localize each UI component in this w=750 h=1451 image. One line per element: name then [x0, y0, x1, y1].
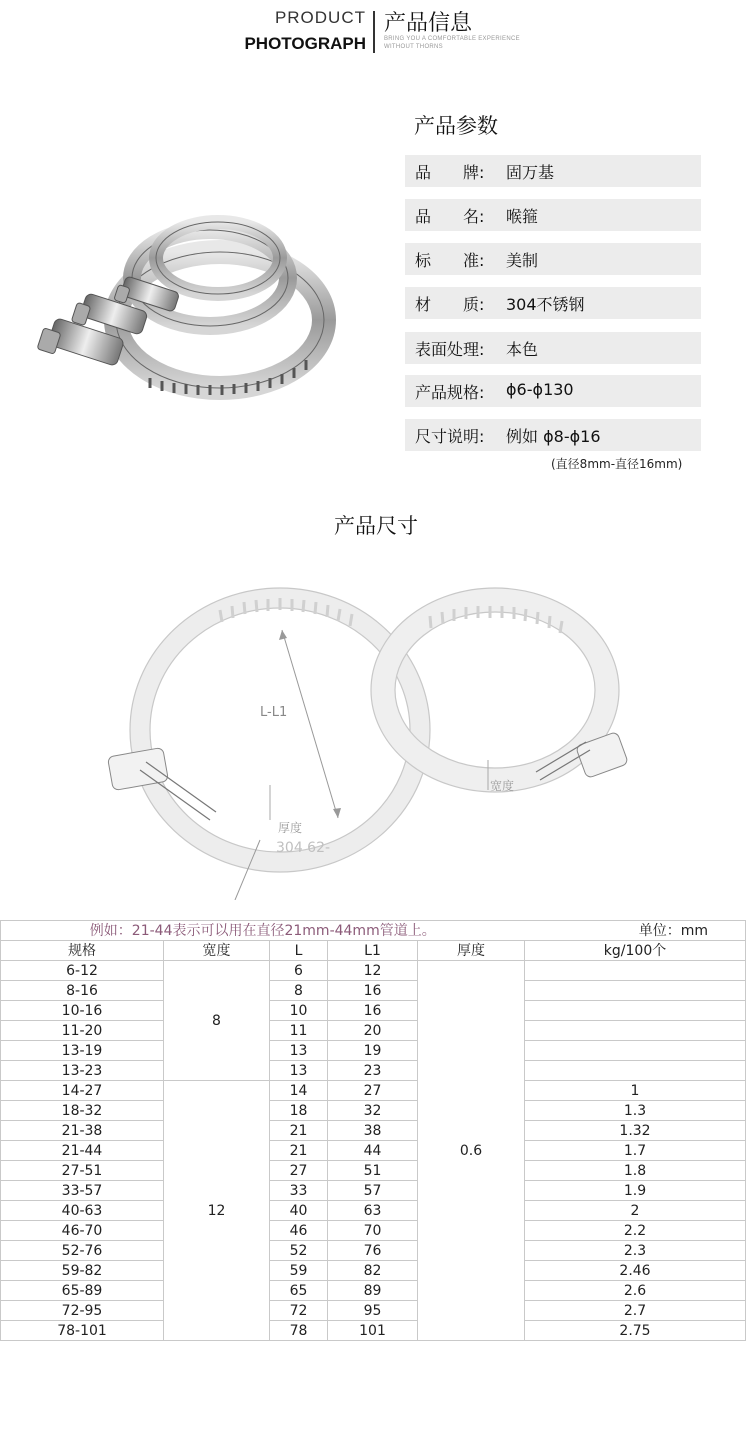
cell-l: 11: [270, 1021, 328, 1041]
cell-spec: 52-76: [1, 1241, 164, 1261]
cell-l1: 19: [328, 1041, 418, 1061]
header-en-product: PRODUCT: [274, 8, 366, 27]
cell-spec: 13-23: [1, 1061, 164, 1081]
params-title: 产品参数: [414, 114, 498, 138]
table-row: [1, 1181, 746, 1201]
param-value: 例如 ϕ8-ϕ16: [506, 427, 601, 446]
cell-spec: 27-51: [1, 1161, 164, 1181]
cell-spec: 78-101: [1, 1321, 164, 1341]
param-row-size-note: [405, 419, 701, 451]
table-note-row: [1, 921, 746, 941]
param-value: ϕ6-ϕ130: [506, 380, 574, 399]
cell-l1: 82: [328, 1261, 418, 1281]
table-row: [1, 1001, 746, 1021]
cell-spec: 6-12: [1, 961, 164, 981]
table-row: [1, 1221, 746, 1241]
cell-weight: [525, 1001, 746, 1021]
table-row: [1, 1161, 746, 1181]
table-unit: 单位：mm: [525, 921, 746, 941]
cell-l1: 12: [328, 961, 418, 981]
cell-l: 52: [270, 1241, 328, 1261]
hose-clamp-photo: [30, 180, 350, 420]
cell-l: 21: [270, 1141, 328, 1161]
table-row: [1, 1301, 746, 1321]
cell-weight: [525, 1061, 746, 1081]
cell-weight: [525, 961, 746, 981]
header-subtitle-line2: WITHOUT THORNS: [384, 44, 443, 50]
header-subtitle-line1: BRING YOU A COMFORTABLE EXPERIENCE: [384, 36, 520, 42]
table-note: 例如：21-44表示可以用在直径21mm-44mm管道上。: [1, 921, 525, 941]
table-header-row: [1, 941, 746, 961]
param-value: 本色: [506, 340, 539, 359]
param-row-spec: [405, 375, 701, 407]
cell-spec: 40-63: [1, 1201, 164, 1221]
cell-l: 59: [270, 1261, 328, 1281]
diagram-stamp-text: 304 62-: [276, 840, 331, 856]
cell-weight: 2.46: [525, 1261, 746, 1281]
param-label: 品 名:: [415, 207, 485, 226]
cell-l1: 89: [328, 1281, 418, 1301]
param-label: 表面处理:: [415, 340, 485, 359]
cell-l: 33: [270, 1181, 328, 1201]
cell-weight: 2.7: [525, 1301, 746, 1321]
cell-spec: 11-20: [1, 1021, 164, 1041]
cell-l: 27: [270, 1161, 328, 1181]
cell-weight: 2.75: [525, 1321, 746, 1341]
cell-weight: [525, 1021, 746, 1041]
header-spec: 规格: [1, 941, 164, 961]
cell-l1: 16: [328, 1001, 418, 1021]
cell-l1: 32: [328, 1101, 418, 1121]
diagram-thickness-label: 厚度: [278, 821, 303, 835]
cell-spec: 59-82: [1, 1261, 164, 1281]
cell-l1: 70: [328, 1221, 418, 1241]
param-row-brand: [405, 155, 701, 187]
cell-weight: 2.6: [525, 1281, 746, 1301]
param-value: 固万基: [506, 163, 555, 182]
cell-l: 65: [270, 1281, 328, 1301]
cell-weight: [525, 981, 746, 1001]
cell-l1: 44: [328, 1141, 418, 1161]
cell-l: 40: [270, 1201, 328, 1221]
table-row: [1, 1021, 746, 1041]
cell-l1: 101: [328, 1321, 418, 1341]
spec-table: [0, 920, 746, 1341]
cell-l1: 38: [328, 1121, 418, 1141]
param-row-standard: [405, 243, 701, 275]
param-value: 喉箍: [506, 207, 539, 226]
diagram-width-label: 宽度: [490, 779, 515, 793]
cell-l1: 95: [328, 1301, 418, 1321]
cell-l: 10: [270, 1001, 328, 1021]
cell-width: 8: [164, 961, 270, 1081]
cell-weight: 1.7: [525, 1141, 746, 1161]
param-label: 品 牌:: [415, 163, 485, 182]
cell-l: 14: [270, 1081, 328, 1101]
cell-weight: [525, 1041, 746, 1061]
cell-weight: 2: [525, 1201, 746, 1221]
header-thickness: 厚度: [418, 941, 525, 961]
table-row: [1, 1041, 746, 1061]
cell-weight: 1.32: [525, 1121, 746, 1141]
param-label: 尺寸说明:: [415, 427, 485, 446]
cell-spec: 46-70: [1, 1221, 164, 1241]
cell-weight: 1.8: [525, 1161, 746, 1181]
table-row: [1, 1141, 746, 1161]
header-divider: [373, 11, 375, 53]
cell-l1: 20: [328, 1021, 418, 1041]
cell-spec: 14-27: [1, 1081, 164, 1101]
param-row-material: [405, 287, 701, 319]
param-label: 材 质:: [415, 295, 485, 314]
hose-clamp-dimension-diagram: [100, 580, 640, 900]
cell-spec: 21-38: [1, 1121, 164, 1141]
param-label: 标 准:: [415, 251, 485, 270]
table-row: [1, 1261, 746, 1281]
cell-spec: 8-16: [1, 981, 164, 1001]
header-en-photograph: PHOTOGRAPH: [244, 34, 366, 53]
cell-l: 13: [270, 1061, 328, 1081]
param-row-surface: [405, 332, 701, 364]
table-row: [1, 961, 746, 981]
table-row: [1, 1201, 746, 1221]
cell-l1: 76: [328, 1241, 418, 1261]
param-row-name: [405, 199, 701, 231]
param-value: 美制: [506, 251, 539, 270]
cell-spec: 18-32: [1, 1101, 164, 1121]
table-row: [1, 1061, 746, 1081]
cell-l1: 23: [328, 1061, 418, 1081]
cell-width: 12: [164, 1081, 270, 1341]
cell-l: 46: [270, 1221, 328, 1241]
cell-weight: 2.2: [525, 1221, 746, 1241]
header-l: L: [270, 941, 328, 961]
cell-l: 72: [270, 1301, 328, 1321]
param-size-footnote: (直径8mm-直径16mm): [551, 457, 683, 471]
cell-l: 8: [270, 981, 328, 1001]
cell-spec: 13-19: [1, 1041, 164, 1061]
cell-spec: 33-57: [1, 1181, 164, 1201]
cell-spec: 72-95: [1, 1301, 164, 1321]
cell-l1: 57: [328, 1181, 418, 1201]
size-title: 产品尺寸: [334, 514, 418, 538]
param-value: 304不锈钢: [506, 295, 585, 314]
cell-weight: 2.3: [525, 1241, 746, 1261]
cell-thickness: 0.6: [418, 961, 525, 1341]
table-row: [1, 981, 746, 1001]
table-row: [1, 1081, 746, 1101]
cell-l: 6: [270, 961, 328, 981]
cell-weight: 1: [525, 1081, 746, 1101]
cell-l1: 63: [328, 1201, 418, 1221]
header-width: 宽度: [164, 941, 270, 961]
table-row: [1, 1101, 746, 1121]
header-title: 产品信息: [384, 11, 473, 36]
cell-l: 78: [270, 1321, 328, 1341]
header-l1: L1: [328, 941, 418, 961]
cell-l: 13: [270, 1041, 328, 1061]
cell-l1: 27: [328, 1081, 418, 1101]
cell-weight: 1.9: [525, 1181, 746, 1201]
table-row: [1, 1241, 746, 1261]
header-weight: kg/100个: [525, 941, 746, 961]
cell-l: 21: [270, 1121, 328, 1141]
param-label: 产品规格:: [415, 383, 485, 402]
table-row: [1, 1121, 746, 1141]
table-row: [1, 1321, 746, 1341]
table-row: [1, 1281, 746, 1301]
cell-spec: 10-16: [1, 1001, 164, 1021]
cell-weight: 1.3: [525, 1101, 746, 1121]
cell-l1: 51: [328, 1161, 418, 1181]
diagram-length-label: L-L1: [260, 705, 288, 720]
cell-spec: 65-89: [1, 1281, 164, 1301]
cell-l: 18: [270, 1101, 328, 1121]
cell-l1: 16: [328, 981, 418, 1001]
cell-spec: 21-44: [1, 1141, 164, 1161]
